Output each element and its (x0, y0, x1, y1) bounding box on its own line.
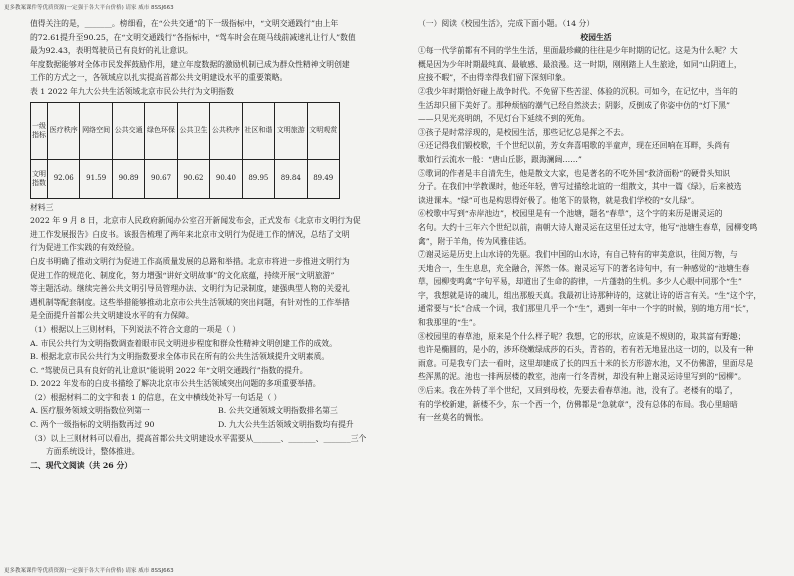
paragraph-line: 歌如行云流水一般：“唐山丘影，跟海澜阔……” (418, 154, 582, 164)
question-3-line-2: 方面系统设计，整体推进。 (46, 447, 140, 457)
table-row (31, 102, 340, 159)
paragraph-line: ⑦谢灵运是历史上山水诗的先驱。我们中国的山水诗，有自己特有的审美意识，往阅万物，与 (418, 250, 738, 260)
question-1: （1）根据以上三则材料，下列说法不符合文意的一项是（ ） (30, 324, 241, 334)
question-1-options (30, 337, 392, 391)
text-line: 的72.61提升至90.25，在“文明交通践行”各指标中，“驾车时会在斑马线前减速礼让行人”数值 (30, 32, 356, 42)
civility-index-table (30, 102, 340, 199)
option: C. 两个一级指标的文明指数再过 90 (30, 420, 155, 430)
column-header: 文明旅游 (275, 102, 307, 159)
section-two-heading: 二、现代文阅读（共 26 分） (30, 460, 133, 470)
text-line: B. 根据北京市民公共行为文明指数要求全体市民在所有的公共生活领域提升文明素质。 (30, 352, 330, 362)
table-row (31, 159, 340, 198)
paragraph-line: 天地合一，生生息息，充全融合，浑然一体。谢灵运写下的著名诗句中，有一种感觉的“池塘生春 (418, 263, 750, 273)
text-line: D. 2022 年发布的白皮书描绘了解决北京市公共生活领域突出问题的多项重要举措。 (30, 379, 321, 389)
left-bottom-lines (30, 214, 392, 323)
page-footer: 更多教案课件等优质资源(一定强于各大平台价格) 请家 威市 8SSJ663 (4, 568, 174, 574)
text-line: 值得关注的是，_______。榜细看，在“公共交通”的下一级指标中，“文明交通践行”由上年 (30, 19, 339, 28)
text-line: 年度数据能够对全体市民发挥鼓励作用，建立年度数据的激励机制已成为群众性精神文明创建 (30, 59, 350, 69)
column-header: 公共卫生 (177, 102, 209, 159)
paragraph-line: ⑤歌词的作者是丰自清先生，他是散文大家，也是著名的不吃外国“救济面粉”的硬骨头知识 (418, 168, 731, 178)
question-2-options (30, 404, 392, 431)
text-line: 促进工作的规范化、制度化，努力增强“讲好文明故事”的文化底蕴，持续开展“文明旅游” (30, 270, 335, 280)
index-value: 89.95 (242, 159, 274, 198)
text-line: 遇机制等配套制度。这些举措能够推动北京市公共生活领域的突出问题，有针对性的工作举措 (30, 297, 350, 307)
paragraph-line: ④还记得我们锻校歌，千个世纪以前，芳女奔喜唱歌的半童声，现在还回响在耳畔，头尚有 (418, 141, 730, 151)
paragraph-line: 生活却只留下美好了。那种烦恼的潮气已经自然淡去；阴影，反倒成了你姿中仿的“灯下黑” (418, 100, 731, 110)
paragraph-line: ⑥校歌中写到“赤岸池边”，校园里是有一个池塘，题名“春草”，这个字的来历是谢灵运的 (418, 209, 723, 219)
article-title: 校园生活 (580, 32, 612, 42)
option: D. 九大公共生活领域文明指数均有提升 (218, 420, 354, 430)
text-line: 白皮书明确了推动文明行为促进工作高质量发展的总路和举措。北京市将进一步推进文明行为 (30, 256, 350, 266)
text-line: 等主题活动。继续完善公共文明引导员管理办法、文明行为记录制度，建强典型人物的关爱礼 (30, 284, 350, 294)
index-value: 91.59 (80, 159, 112, 198)
paragraph-line: ——只见光亮明朗，不见灯台下延续不到的死角。 (418, 114, 590, 124)
paragraph-line: 有的学校新建，新楼不少，东一个西一个，仿佛都是“急就章”，没有总体的布局。我心里暗暗 (418, 399, 738, 409)
reading-section-title: （一）阅读《校园生活》，完成下面小题。（14 分） (418, 19, 595, 28)
question-2: （2）根据材料二的文字和表 1 的信息，在文中横线处补写一句话是（ ） (30, 392, 282, 402)
left-column (30, 17, 392, 472)
paragraph-line: 名句。大约十三年六个世纪以前，南朝大诗人谢灵运在这里任过太守，他写“池塘生春草，园柳变鸣 (418, 222, 758, 232)
option-row (30, 404, 392, 418)
paragraph-line: ②我少年时期恰好碰上战争时代。不免留下些苦涩、体验的沉积。可如今，在记忆中，当年的 (418, 86, 738, 96)
paragraph-line: 应接不暇”，不由得幸得我们留下深刻印象。 (418, 73, 571, 83)
index-value: 90.40 (210, 159, 242, 198)
index-value: 92.06 (48, 159, 80, 198)
text-line: 工作的方式之一，各领域应以扎实提高首都公共文明建设水平的重要策略。 (30, 73, 288, 83)
paragraph-line: 概是因为少年时期最纯真、最敏感、最浪漫。这一时期，刚刚踏上人生旅途，如同“山阴道上， (418, 59, 742, 69)
text-line: 2022 年 9 月 8 日，北京市人民政府新闻办公室召开新闻发布会，正式发布《北京市文明行为促 (30, 216, 361, 226)
column-header: 网络空间 (80, 102, 112, 159)
paragraph-line: 有一丝莫名的惆怅。 (418, 413, 489, 423)
index-value: 89.49 (307, 159, 340, 198)
paragraph-line: 也许是椭圆的，是小的，涉环绕嫩绿成莎的石头，青苔的，若有若无地显出这一切的，以及有一种 (418, 345, 754, 355)
row-header-indicator: 一级指标 (31, 102, 48, 159)
paragraph-line: 禽”，附于羊角，传为风雅佳话。 (418, 236, 532, 246)
column-header: 社区和谐 (242, 102, 274, 159)
index-value: 90.67 (145, 159, 177, 198)
column-header: 绿色环保 (145, 102, 177, 159)
paragraph-line: ⑨后来。我在外转了半个世纪，又回到母校，先要去看春草池。池，没有了。老楼有的塌了， (418, 386, 738, 396)
question-3-line-1: （3）以上三则材料可以看出，提高首都公共文明建设水平需要从_______、_______、_______三个 (30, 433, 367, 443)
material-three-title: 材料三 (30, 202, 54, 212)
left-top-lines (30, 17, 392, 85)
column-header: 医疗秩序 (48, 102, 80, 159)
paragraph-line: 些浑黑的泥。池也一排两层楼的教室，池南一行冬青树，却没有种上谢灵运诗里写到的“园柳”。 (418, 372, 746, 382)
text-line: C. “驾驶员已具有良好的礼让意识”能说明 2022 年“文明交通践行”指数的提升。 (30, 365, 308, 375)
index-value: 90.89 (112, 159, 144, 198)
article-body (418, 44, 774, 425)
text-line: 进工作发展报告》白皮书。该报告梳理了两年来北京市文明行为促进工作的情况，总结了文明 (30, 229, 350, 239)
index-value: 89.84 (275, 159, 307, 198)
paragraph-line: ⑧校园里的春草池，原来是个什么样子呢？我想，它的形状，应该是不规则的，取其富有野趣； (418, 331, 746, 341)
column-header: 公共秩序 (210, 102, 242, 159)
paragraph-line: 通常要与“长”合成一个词，我们那里几乎一个“生”，遇到一年中一个字的时候，别的地方用“长”， (418, 304, 754, 314)
column-header: 公共交通 (112, 102, 144, 159)
right-column (418, 17, 774, 425)
row-header-index: 文明指数 (31, 159, 48, 198)
text-line: 是全面提升首都公共文明建设水平的有力保障。 (30, 311, 194, 321)
option: A. 医疗服务领域文明指数位列第一 (30, 406, 150, 416)
option-row (30, 418, 392, 432)
paragraph-line: 和我那里的“生”。 (418, 318, 481, 328)
paragraph-line: 读进课本。“绿”可也是构思得好极了。他笔下的景物，就是我们学校的“女儿绿”。 (418, 195, 700, 205)
column-header: 文明观赏 (307, 102, 340, 159)
table-caption: 表 1 2022 年九大公共生活领域北京市民公共行为文明指数 (30, 86, 234, 96)
paragraph-line: 分子。在我们中学教课时，他还年轻，曾写过描绘北谊的一组散文，其中一篇《绿》，后来被选 (418, 182, 742, 192)
paragraph-line: ①每一代学前都有不同的学生生活，里面最珍藏的往往是少年时期的记忆。这是为什么呢？大 (418, 46, 738, 56)
option: B. 公共交通领域文明指数排名第三 (218, 406, 338, 416)
text-line: 最为92.43，表明驾驶员已有良好的礼让意识。 (30, 46, 193, 56)
paragraph-line: 字，我想就是诗的魂儿，组出那般天真。我最初让诗那种诗的，这就让诗的语言有关。“生”这个字， (418, 290, 762, 300)
text-line: 行为促进工作实践的有效经验。 (30, 243, 140, 253)
paragraph-line: 雨意。可是我专门去一看时，这里却建成了长的四五十米的长方形游水池，又不仿佛游，里面尽是 (418, 358, 754, 368)
paragraph-line: ③孩子是时常浮现的，是校园生活，那些记忆总是挥之不去。 (418, 127, 629, 137)
text-line: A. 市民公共行为文明指数调查着眼市民文明进步程度和群众性精神文明创建工作的成效。 (30, 338, 337, 348)
index-value: 90.62 (177, 159, 209, 198)
paragraph-line: 草，园柳变鸣禽”字句平易，却道出了生命的韵律，一片蓬勃的生机。多少人心眼中同那个“生” (418, 277, 742, 287)
page-header: 更多教案课件等优质资源(一定强于各大平台价格) 请家 威市 8SSJ663 (4, 5, 174, 11)
